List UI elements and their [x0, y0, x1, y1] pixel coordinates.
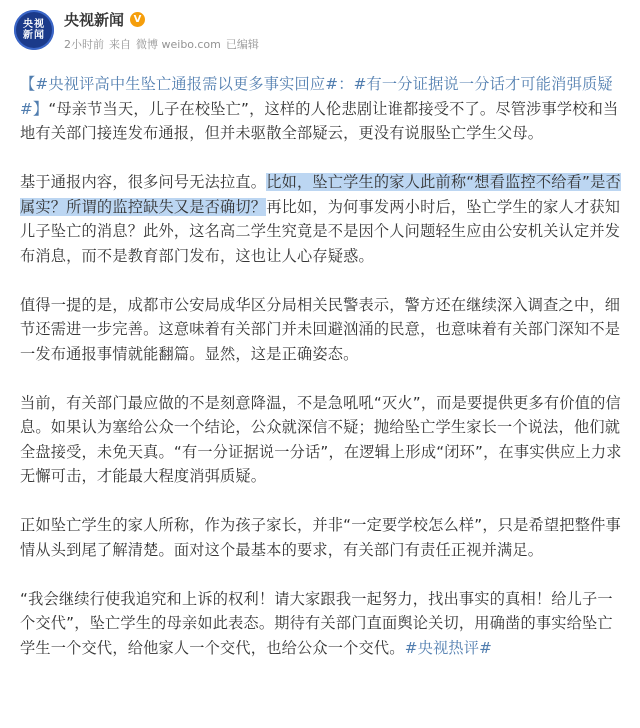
avatar-text-line2: 新闻: [23, 30, 45, 41]
paragraph-4: 当前，有关部门最应做的不是刻意降温，不是急吼吼“灭火”，而是要提供更多有价值的信息。如果认为塞给公众一个结论，公众就深信不疑；抛给坠亡学生家长一个说法，他们就全盘接受，未免天真。“有一分证据说一分话”，在逻辑上形成“闭环”，在事实供应上力求无懈可击，才能最大程度消弭质疑。: [20, 393, 622, 485]
account-name-row: [64, 9, 145, 30]
verified-badge-icon: V: [130, 12, 145, 27]
post-meta: [64, 36, 259, 52]
paragraph-5: 正如坠亡学生的家人所称，作为孩子家长，并非“一定要学校怎么样”，只是希望把整件事情从头到尾了解清楚。面对这个最基本的要求，有关部门有责任正视并满足。: [20, 516, 621, 559]
paragraph-6: [20, 587, 628, 661]
avatar-text-line1: 央视: [23, 19, 45, 30]
paragraph-3: 值得一提的是，成都市公安局成华区分局相关民警表示，警方还在继续深入调查之中，细节还需进一步完善。这意味着有关部门并未回避汹涌的民意，也意味着有关部门深知不是一发布通报事情就能翻篇。显然，这是正确姿态。: [20, 295, 621, 363]
edited-label: 已编辑: [225, 38, 259, 51]
account-name[interactable]: 央视新闻: [64, 11, 125, 29]
paragraph-2: [20, 170, 628, 268]
source-prefix: 来自: [109, 38, 131, 51]
topic-link[interactable]: 【#央视评高中生坠亡通报需以更多事实回应#：#有一分证据说一分话才可能消弭质疑#】: [20, 75, 613, 118]
post-time[interactable]: 2小时前: [64, 38, 104, 51]
paragraph-1: [20, 72, 628, 146]
post-source: 微博 weibo.com: [136, 38, 221, 51]
paragraph-2-text-a: 基于通报内容，很多问号无法拉直。: [20, 173, 267, 191]
post-content: [20, 72, 628, 685]
avatar[interactable]: [14, 10, 54, 50]
topic-link-cctv-comment[interactable]: #央视热评#: [404, 638, 493, 657]
highlighted-text: 比如，坠亡学生的家人此前称“想看监控不给看”是否属实？所谓的监控缺失又是否确切？: [20, 173, 621, 216]
post-header: [0, 0, 640, 66]
paragraph-6-text: “我会继续行使我追究和上诉的权利！请大家跟我一起努力，找出事实的真相！给儿子一个交代”，坠亡学生的母亲如此表态。期待有关部门直面舆论关切，用确凿的事实给坠亡学生一个交代，给他家人一个交代，也给公众一个交代。: [20, 589, 613, 657]
paragraph-1-text: “母亲节当天，儿子在校坠亡”，这样的人伦悲剧让谁都接受不了。尽管涉事学校和当地有关部门接连发布通报，但并未驱散全部疑云，更没有说服坠亡学生父母。: [20, 99, 619, 142]
paragraph-2-text-b: 再比如，为何事发两小时后，坠亡学生的家人才获知儿子坠亡的消息？此外，这名高二学生究竟是不是因个人问题轻生应由公安机关认定并发布消息，而不是教育部门发布，这也让人心存疑惑。: [20, 197, 621, 265]
